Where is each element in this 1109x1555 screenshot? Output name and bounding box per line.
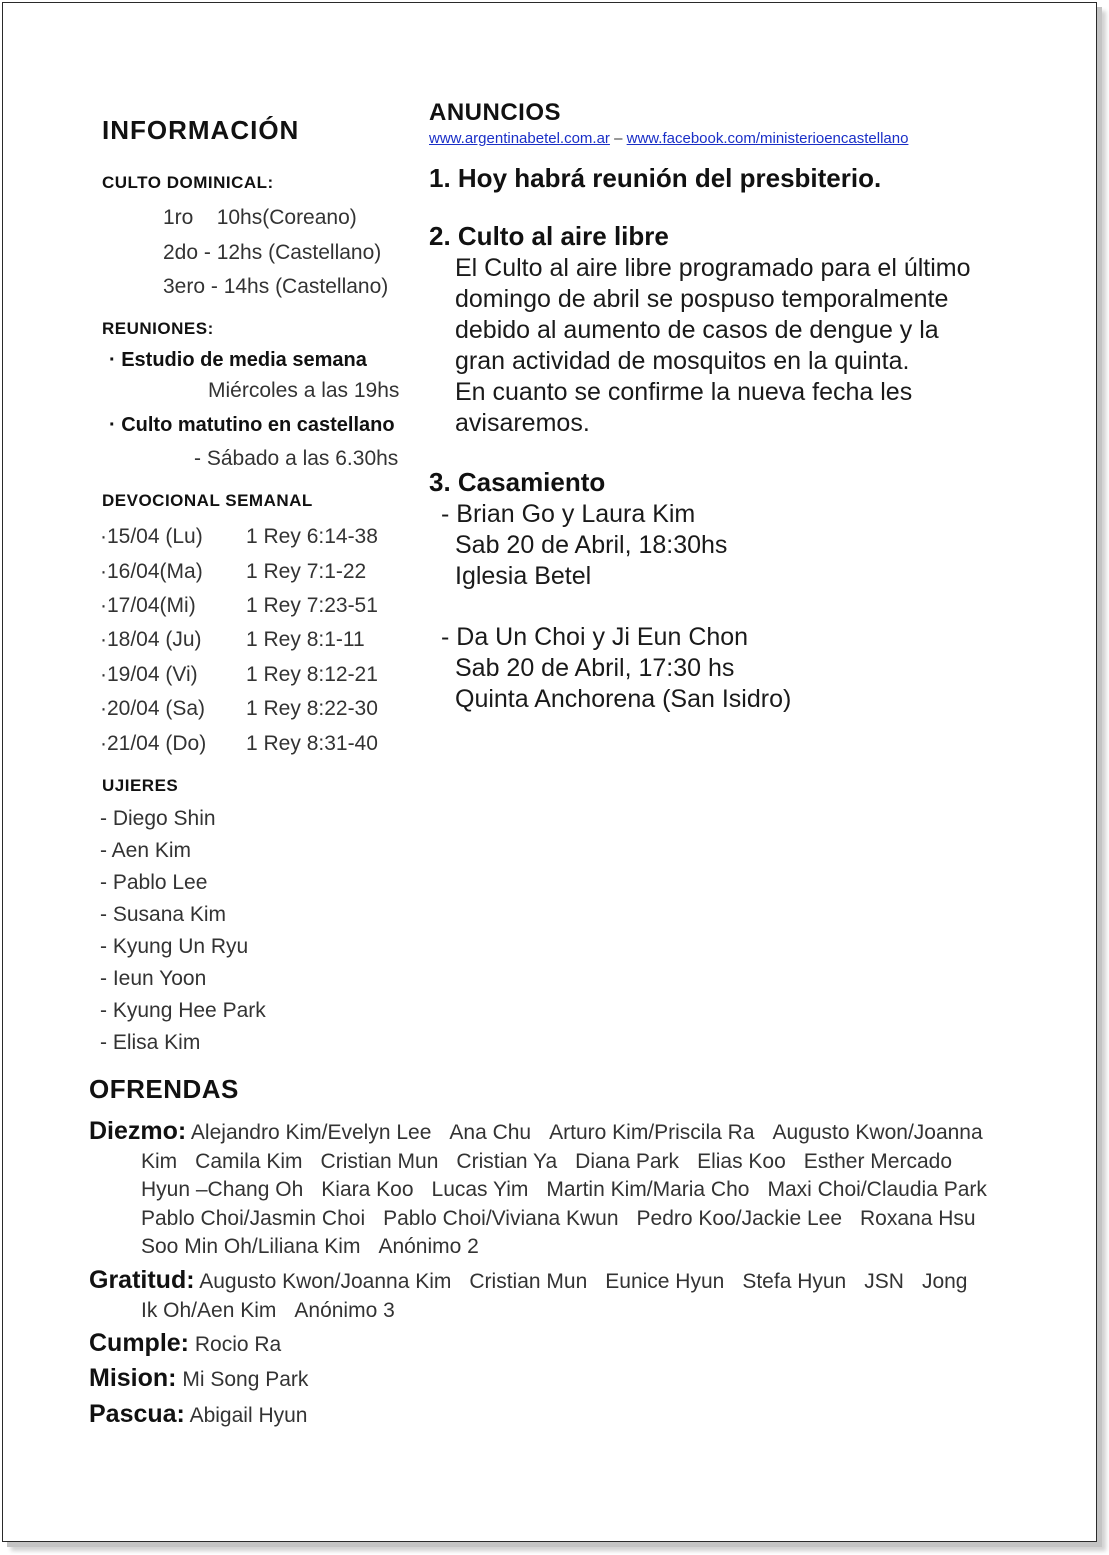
link-separator: –	[609, 130, 627, 147]
donor-name: Abigail Hyun	[189, 1404, 308, 1427]
devocional-ref: 1 Rey 8:12-21	[246, 663, 378, 686]
diezmo-line	[89, 1176, 1049, 1205]
gratitud-line	[89, 1297, 1049, 1326]
anuncio-line: En cuanto se confirme la nueva fecha les	[455, 378, 913, 406]
donor-name: Stefa Hyun	[742, 1270, 847, 1293]
culto-dominical-heading: CULTO DOMINICAL:	[102, 173, 274, 192]
devocional-ref: 1 Rey 8:22-30	[246, 697, 378, 720]
anuncio-2-title: 2. Culto al aire libre	[429, 221, 669, 251]
donor-name: Ana Chu	[449, 1121, 532, 1144]
ujier-name: - Elisa Kim	[100, 1031, 201, 1054]
anuncio-line: domingo de abril se pospuso temporalmente	[455, 285, 949, 313]
anuncios-links	[429, 130, 908, 148]
donor-name: Augusto Kwon/Joanna Kim	[199, 1270, 452, 1293]
donor-name: Cristian Mun	[320, 1149, 439, 1173]
cumple-label: Cumple:	[89, 1329, 189, 1357]
anuncio-line: debido al aumento de casos de dengue y la	[455, 316, 939, 344]
ujieres-heading: UJIERES	[102, 776, 179, 795]
donor-name: Diana Park	[575, 1149, 680, 1173]
gratitud-section	[89, 1266, 1049, 1325]
devocional-day: ·17/04(Mi)	[100, 594, 196, 617]
donor-name: JSN	[864, 1270, 904, 1293]
culto-item: 1ro 10hs(Coreano)	[163, 206, 357, 229]
reuniones-heading: REUNIONES:	[102, 319, 214, 338]
culto-item: 2do - 12hs (Castellano)	[163, 241, 382, 264]
wedding-place: Iglesia Betel	[455, 562, 592, 590]
mision-section	[89, 1364, 1049, 1395]
donor-name: Camila Kim	[195, 1149, 303, 1173]
donor-name: Lucas Yim	[431, 1178, 529, 1201]
wedding-date: Sab 20 de Abril, 17:30 hs	[455, 654, 735, 682]
devocional-day: ·18/04 (Ju)	[100, 628, 202, 651]
donor-name: Eunice Hyun	[605, 1270, 725, 1293]
devocional-day: ·21/04 (Do)	[100, 732, 207, 755]
donor-name: Maxi Choi/Claudia Park	[767, 1178, 987, 1201]
diezmo-label: Diezmo:	[89, 1117, 187, 1145]
wedding-couple: - Brian Go y Laura Kim	[441, 500, 696, 528]
donor-name: Kim	[141, 1149, 178, 1173]
gratitud-label: Gratitud:	[89, 1266, 195, 1294]
info-title: INFORMACIÓN	[102, 115, 300, 145]
donor-name: Pablo Choi/Jasmin Choi	[141, 1206, 366, 1230]
donor-name: Martin Kim/Maria Cho	[546, 1178, 750, 1201]
mision-label: Mision:	[89, 1364, 177, 1392]
donor-name: Mi Song Park	[182, 1368, 309, 1391]
anuncio-line: avisaremos.	[455, 409, 590, 437]
bulletin-page	[2, 2, 1097, 1542]
ujier-name: - Ieun Yoon	[100, 967, 207, 990]
anuncio-line: El Culto al aire libre programado para el último	[455, 254, 971, 282]
donor-name: Roxana Hsu	[860, 1206, 976, 1230]
reunion-item: · Culto matutino en castellano	[109, 414, 395, 436]
donor-name: Elias Koo	[697, 1149, 786, 1173]
facebook-link[interactable]: www.facebook.com/ministerioencastellano	[626, 130, 909, 147]
devocional-ref: 1 Rey 7:1-22	[246, 560, 367, 583]
diezmo-line-1	[89, 1117, 1049, 1148]
donor-name: Anónimo 2	[378, 1235, 479, 1258]
devocional-day: ·15/04 (Lu)	[100, 525, 203, 548]
devocional-day: ·19/04 (Vi)	[100, 663, 198, 686]
devocional-ref: 1 Rey 7:23-51	[246, 594, 378, 617]
anuncio-3-title: 3. Casamiento	[429, 467, 606, 497]
donor-name: Soo Min Oh/Liliana Kim	[141, 1235, 361, 1258]
diezmo-line	[89, 1233, 1049, 1262]
donor-name: Anónimo 3	[294, 1298, 395, 1322]
donor-name: Pablo Choi/Viviana Kwun	[383, 1206, 619, 1230]
donor-name: Alejandro Kim/Evelyn Lee	[190, 1121, 432, 1144]
devocional-day: ·16/04(Ma)	[100, 560, 203, 583]
ujier-name: - Kyung Un Ryu	[100, 935, 249, 958]
website-link[interactable]: www.argentinabetel.com.ar	[429, 130, 610, 147]
donor-name: Arturo Kim/Priscila Ra	[549, 1121, 755, 1144]
devocional-ref: 1 Rey 6:14-38	[246, 525, 378, 548]
devocional-ref: 1 Rey 8:1-11	[246, 628, 365, 651]
reunion-detail: Miércoles a las 19hs	[208, 379, 400, 402]
pascua-label: Pascua:	[89, 1400, 185, 1428]
gratitud-line-1	[89, 1266, 1049, 1297]
donor-name: Cristian Ya	[456, 1149, 558, 1173]
anuncio-line: gran actividad de mosquitos en la quinta.	[455, 347, 910, 375]
culto-item: 3ero - 14hs (Castellano)	[163, 275, 389, 298]
donor-name: Rocio Ra	[194, 1333, 282, 1356]
ofrendas-title: OFRENDAS	[89, 1074, 239, 1104]
donor-name: Augusto Kwon/Joanna	[772, 1121, 983, 1144]
devocional-ref: 1 Rey 8:31-40	[246, 732, 378, 755]
diezmo-section	[89, 1117, 1049, 1262]
anuncio-1: 1. Hoy habrá reunión del presbiterio.	[429, 163, 882, 193]
donor-name: Hyun –Chang Oh	[141, 1178, 304, 1201]
donor-name: Cristian Mun	[469, 1270, 588, 1293]
diezmo-line	[89, 1205, 1049, 1234]
ujier-name: - Aen Kim	[100, 839, 192, 862]
wedding-date: Sab 20 de Abril, 18:30hs	[455, 531, 728, 559]
wedding-place: Quinta Anchorena (San Isidro)	[455, 685, 792, 713]
donor-name: Ik Oh/Aen Kim	[141, 1298, 277, 1322]
donor-name: Kiara Koo	[321, 1178, 414, 1201]
diezmo-line	[89, 1148, 1049, 1177]
anuncios-title: ANUNCIOS	[429, 99, 562, 126]
wedding-couple: - Da Un Choi y Ji Eun Chon	[441, 623, 749, 651]
donor-name: Pedro Koo/Jackie Lee	[636, 1206, 843, 1230]
devocional-heading: DEVOCIONAL SEMANAL	[102, 491, 313, 510]
ujier-name: - Pablo Lee	[100, 871, 208, 894]
donor-name: Jong	[921, 1270, 968, 1293]
devocional-day: ·20/04 (Sa)	[100, 697, 206, 720]
ujier-name: - Diego Shin	[100, 807, 216, 830]
ujier-name: - Kyung Hee Park	[100, 999, 266, 1022]
reunion-item: · Estudio de media semana	[109, 349, 367, 371]
cumple-section	[89, 1329, 1049, 1360]
pascua-section	[89, 1400, 1049, 1431]
donor-name: Esther Mercado	[803, 1149, 953, 1173]
ujier-name: - Susana Kim	[100, 903, 227, 926]
reunion-detail: - Sábado a las 6.30hs	[194, 447, 399, 470]
